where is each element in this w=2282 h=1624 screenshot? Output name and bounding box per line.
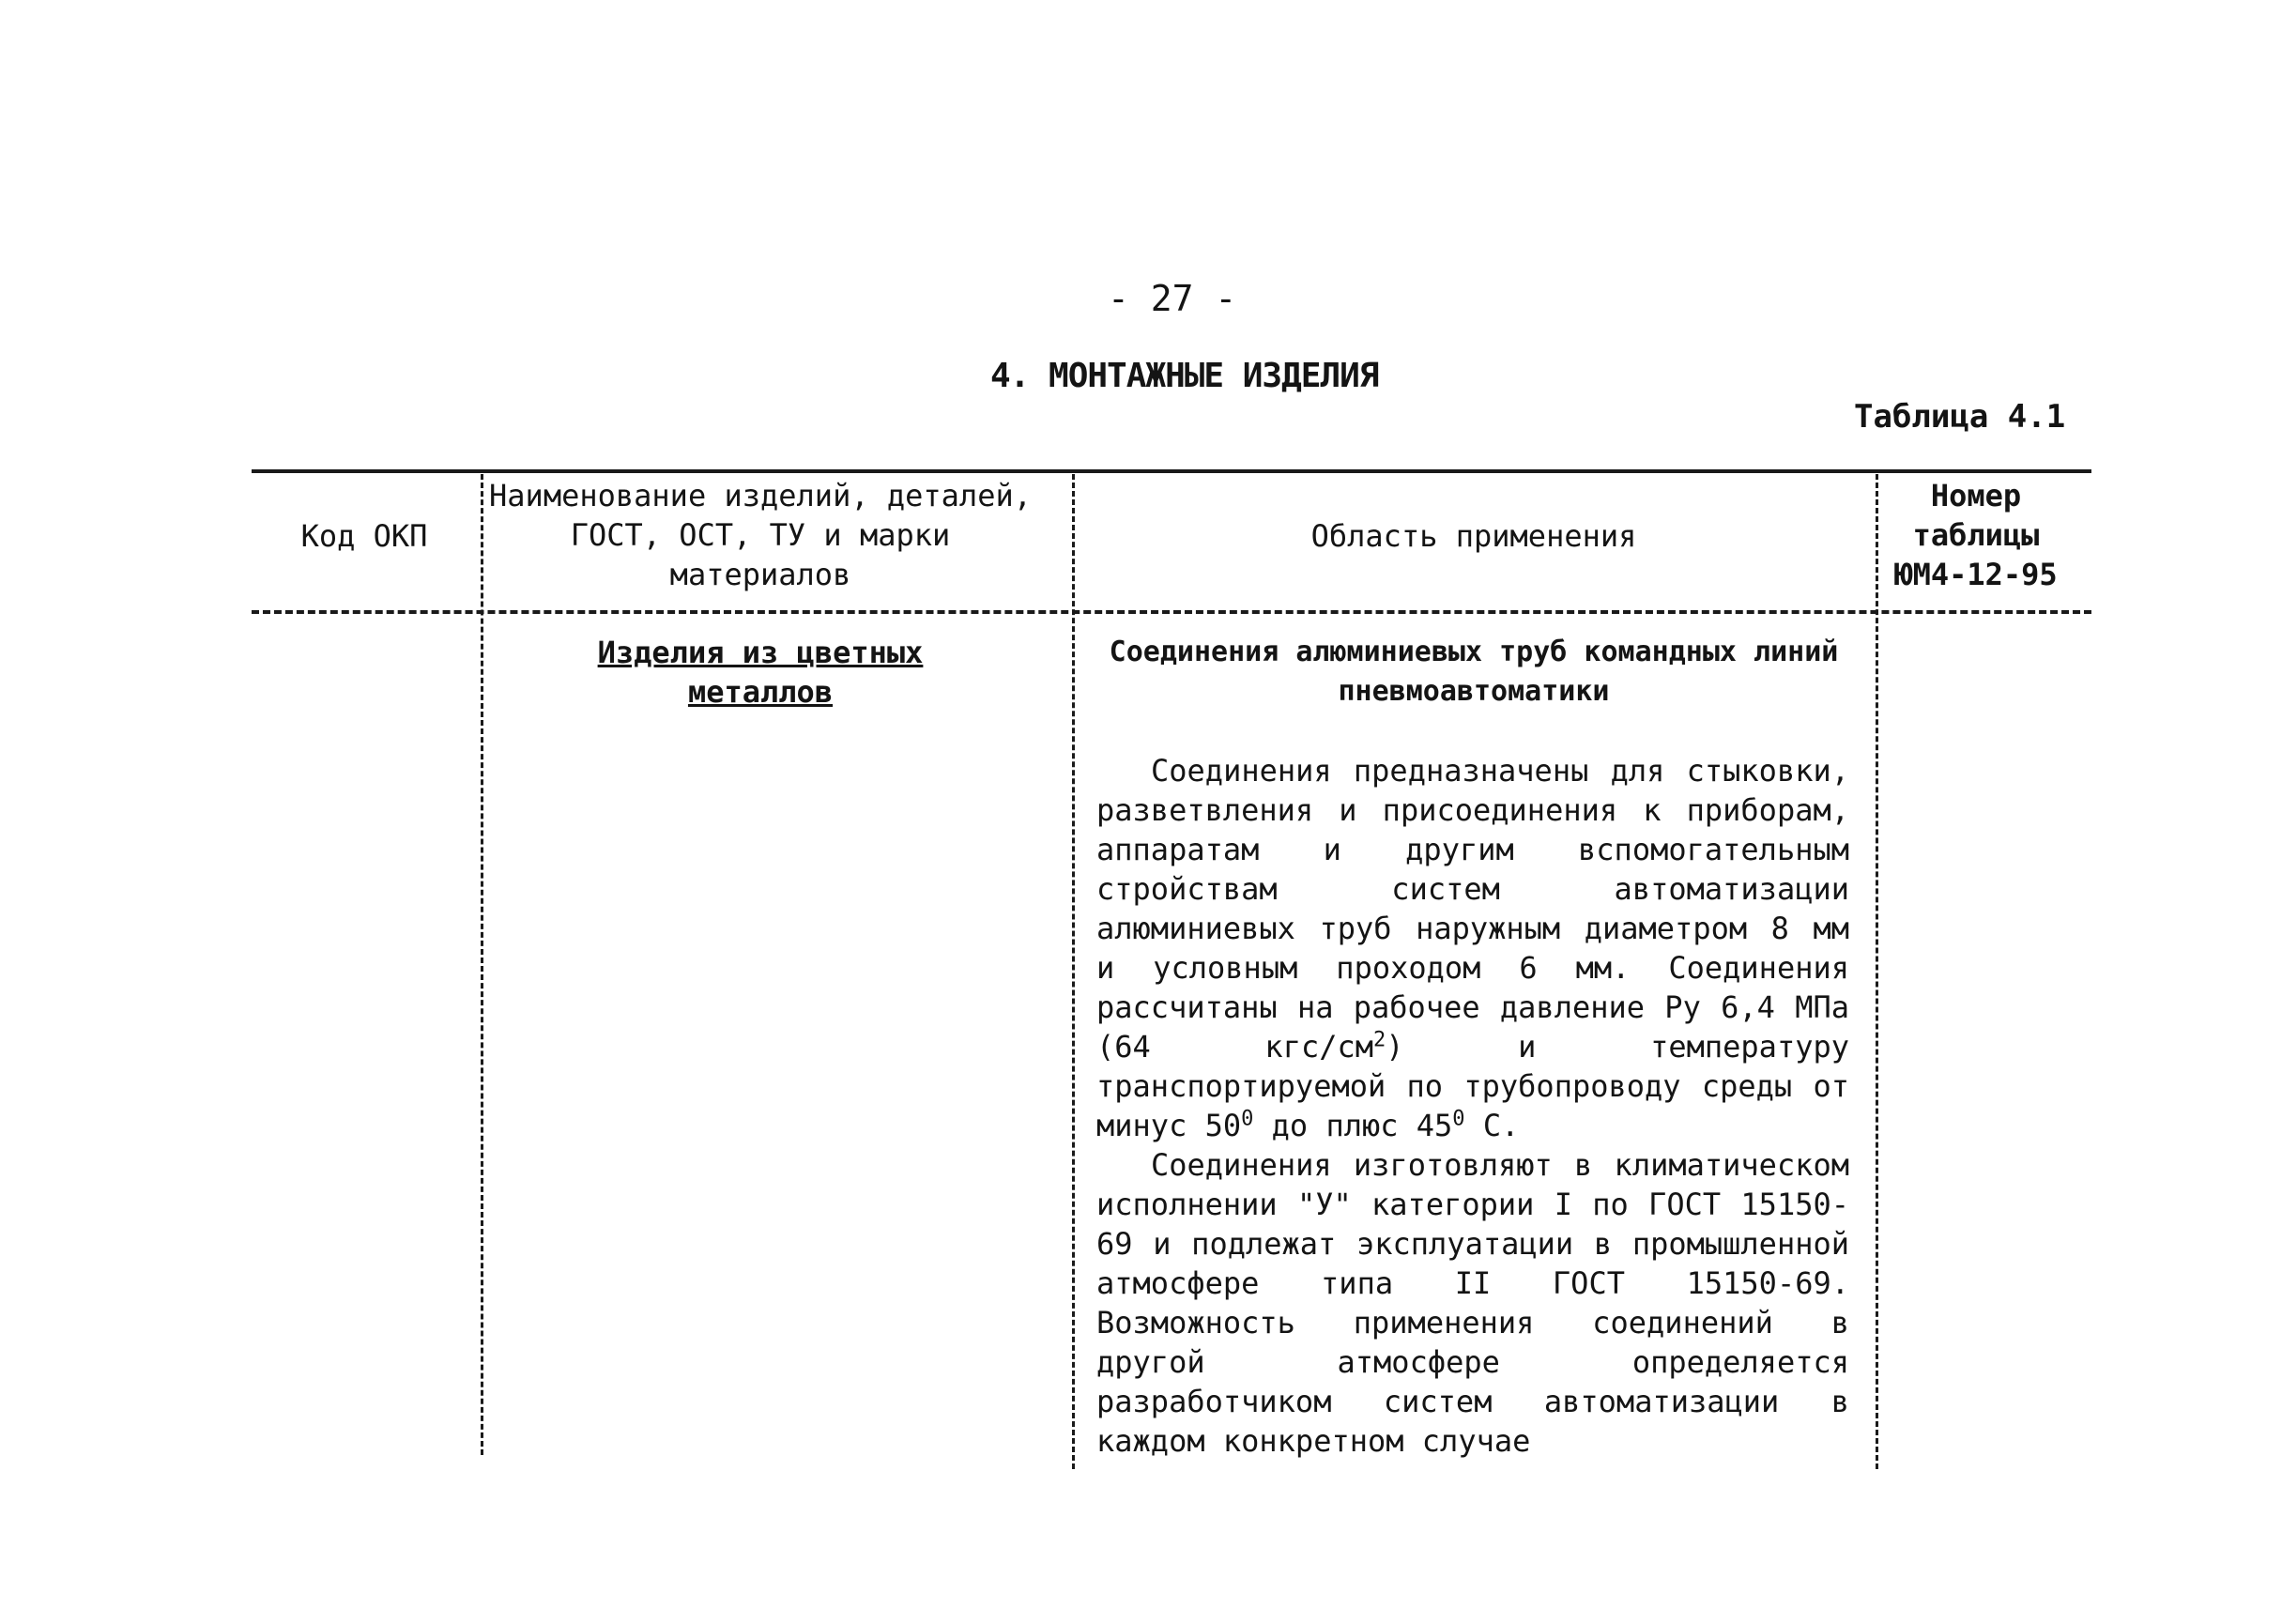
section-area-title: Соединения алюминиевых труб командных линий пневмоавтоматики xyxy=(1109,636,1839,708)
area-description xyxy=(1096,751,1849,1461)
table-top-rule xyxy=(252,469,2091,473)
column-header-code: Код ОКП xyxy=(300,518,428,554)
column-divider-2 xyxy=(1072,474,1075,1469)
paragraph-2: Соединения изготовляют в климатическом исполнении "У" категории I по ГОСТ 15150-69 и подлежат эксплуатации в промышленной атмосфере типа II ГОСТ 15150-69. Возможность применения соединений в другой атмосфере определяется разработчиком систем автоматизации в каждом конкретном случае xyxy=(1096,1147,1849,1459)
section-name-cell xyxy=(526,633,995,712)
column-divider-1 xyxy=(481,474,483,1455)
section-name: Изделия из цветных металлов xyxy=(597,635,924,710)
page-number: - 27 - xyxy=(1108,278,1237,319)
table-header-rule xyxy=(252,610,2091,614)
column-divider-3 xyxy=(1876,474,1878,1469)
column-header-number: Номер таблицы ЮМ4-12-95 xyxy=(1894,478,2058,592)
column-header-area: Область применения xyxy=(1310,518,1637,554)
section-title: 4. МОНТАЖНЫЕ ИЗДЕЛИЯ xyxy=(990,357,1379,395)
table-caption: Таблица 4.1 xyxy=(1854,398,2066,436)
column-header-name: Наименование изделий, деталей, ГОСТ, ОСТ, ТУ и марки материалов xyxy=(489,478,1032,592)
paragraph-1: Соединения предназначены для стыковки, разветвления и присоединения к приборам, аппаратам и другим вспомогательным стройствам систем автоматизации алюминиевых труб наружным диаметром 8 мм и условным проходом 6 мм. Соединения рассчитаны на рабочее давление Ру 6,4 МПа (64 кгс/$см^2$) и температуру транспортируемой по трубопроводу среды от минус $50^0$ до плюс $45^0$ С. xyxy=(1096,753,1850,1143)
